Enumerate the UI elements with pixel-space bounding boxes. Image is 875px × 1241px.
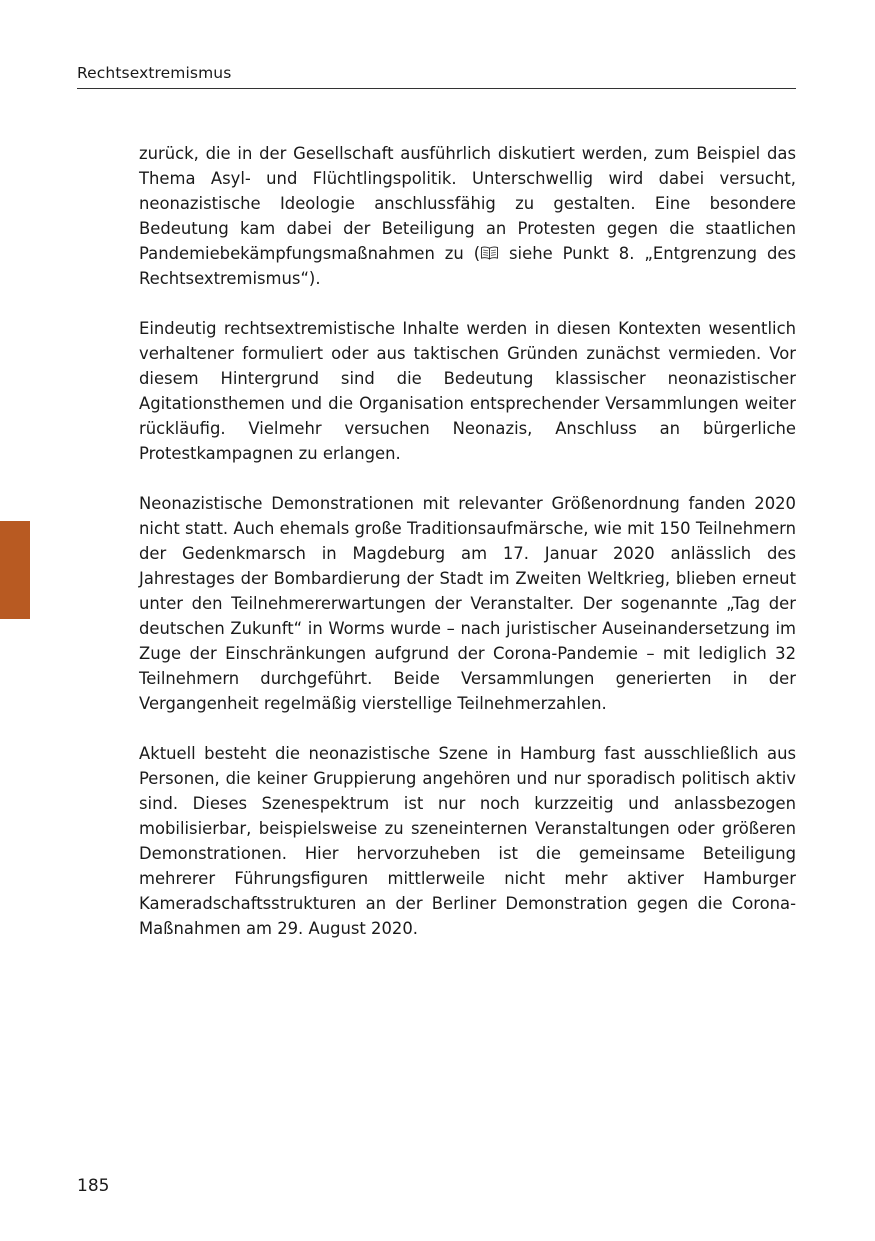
paragraph-1 bbox=[139, 141, 796, 291]
paragraph-1-text-start: zurück, die in der Gesellschaft ausführlich diskutiert werden, zum Beispiel das Thema Asyl- und Flüchtlingspolitik. Unterschwellig wird dabei versucht, neonazistische Ideologie anschlussfähig zu gestalten. Eine besondere Bedeutung kam dabei der Beteiligung an Protesten gegen die staatlichen Pandemiebekämpfungsmaßnahmen zu ( bbox=[139, 144, 796, 263]
running-title: Rechtsextremismus bbox=[77, 64, 232, 82]
paragraph-4: Aktuell besteht die neonazistische Szene in Hamburg fast ausschließlich aus Personen, die keiner Gruppierung angehören und nur sporadisch politisch aktiv sind. Dieses Szenespektrum ist nur noch kurzzeitig und anlassbezogen mobilisierbar, beispielsweise zu szeneinternen Veranstaltungen oder größeren Demonstrationen. Hier hervorzuheben ist die gemeinsame Beteiligung mehrerer Führungsfiguren mittlerweile nicht mehr aktiver Hamburger Kameradschaftsstrukturen an der Berliner Demonstration gegen die Corona-Maßnahmen am 29. August 2020. bbox=[139, 744, 796, 938]
paragraph-3: Neonazistische Demonstrationen mit relevanter Größenordnung fanden 2020 nicht statt. Auch ehemals große Traditionsaufmärsche, wie mit 150 Teilnehmern der Gedenkmarsch in Magdeburg am 17. Januar 2020 anlässlich des Jahrestages der Bombardierung der Stadt im Zweiten Weltkrieg, blieben erneut unter den Teilnehmererwartungen der Veranstalter. Der sogenannte „Tag der deutschen Zukunft“ in Worms wurde – nach juristischer Auseinandersetzung im Zuge der Einschränkungen aufgrund der Corona-Pandemie – mit lediglich 32 Teilnehmern durchgeführt. Beide Versammlungen generierten in der Vergangenheit regelmäßig vierstellige Teilnehmerzahlen. bbox=[139, 494, 796, 713]
paragraph-1-text-end: siehe Punkt 8. „Entgrenzung des Rechtsextremismus“). bbox=[139, 244, 797, 288]
book-icon bbox=[480, 242, 499, 256]
paragraph-2: Eindeutig rechtsextremistische Inhalte werden in diesen Kontexten wesentlich verhaltener formuliert oder aus taktischen Gründen zunächst vermieden. Vor diesem Hintergrund sind die Bedeutung klassischer neonazistischer Agitationsthemen und die Organisation entsprechender Versammlungen weiter rückläufig. Vielmehr versuchen Neonazis, Anschluss an bürgerliche Protestkampagnen zu erlangen. bbox=[139, 319, 796, 463]
chapter-side-tab bbox=[0, 521, 30, 619]
page-number: 185 bbox=[77, 1176, 110, 1196]
running-header bbox=[77, 62, 796, 89]
body-text bbox=[139, 141, 796, 966]
